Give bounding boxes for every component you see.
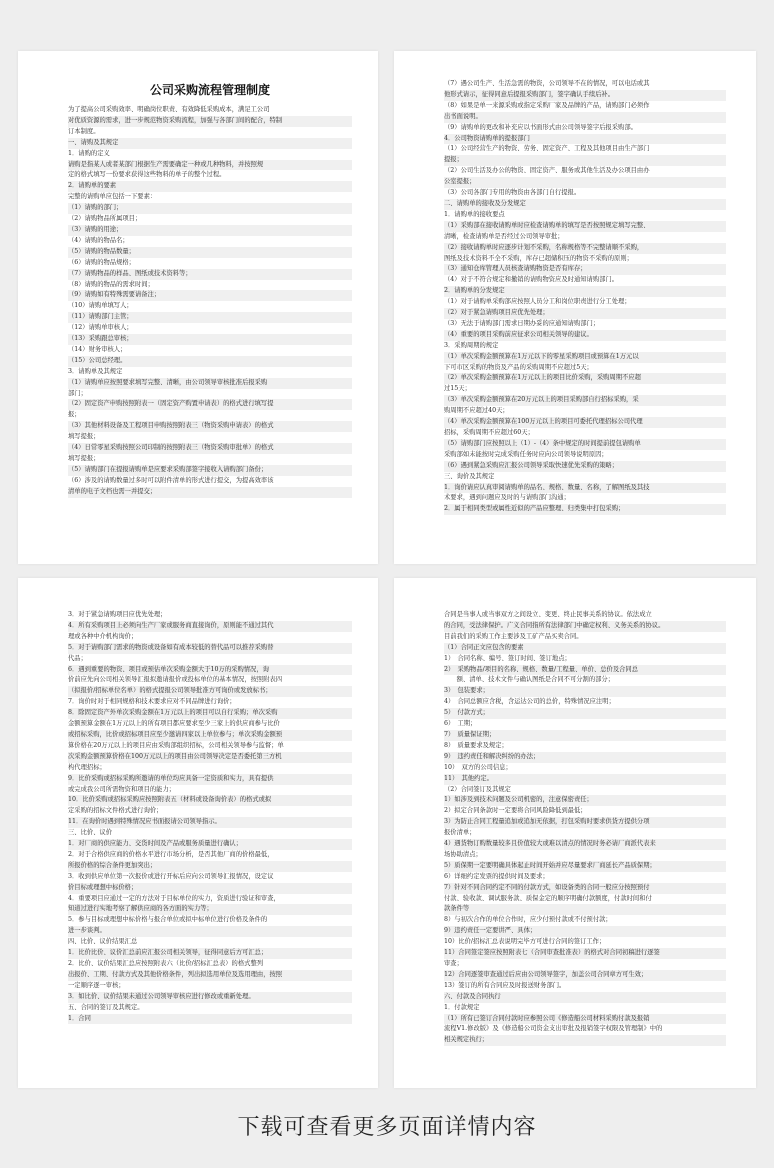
text-line: 次采购金额预算价格在100万元以上的项目由公司领导决定是否委托第三方机 (68, 752, 352, 763)
text-line: （8）如果是单一来源采购或指定采购厂家及品牌的产品，请购部门必须作 (444, 101, 650, 109)
text-line: 额、清单、技术文件与确认图纸是合同不可分割的部分； (444, 676, 615, 684)
text-line: 4） 合同总额应含税，含运达公司的总价，特殊情况应注明； (444, 698, 615, 706)
text-line: （4）重要的项目采购前应征求公司相关领导的建议。 (444, 330, 726, 341)
text-line: （9）请购如有特殊需要请备注； (68, 290, 352, 301)
text-line: 5．对于请购部门需求的物资或设备如有成本较低的替代品可以推荐采购替 (68, 643, 352, 654)
text-line: 1．询价请应认真审阅请购单的品名、规格、数量、名称，了解图纸及其技 (444, 483, 726, 494)
text-line: 提报； (444, 155, 726, 166)
text-line: （4）对于不符合规定和撤销的请购物资应及时通知请购部门。 (444, 276, 619, 284)
text-line: 代品； (68, 654, 87, 662)
text-line: 2．请购单的要素 (68, 181, 352, 192)
text-line: 1） 合同名称、编号、签订时间、签订地点； (444, 654, 571, 662)
text-line: 相关规定执行； (444, 1035, 726, 1046)
text-line: 部门； (68, 389, 87, 397)
text-line: （3）无法于请购部门需求日期办妥的应通知请购部门； (444, 319, 600, 327)
text-line: （1）请购的部门； (68, 203, 352, 214)
text-line: 3） 包装要求； (444, 686, 726, 697)
text-line: 8．除固定资产外单次采购金额在1万元以上的项目可以自行采购；单次采购 (68, 708, 352, 719)
text-line: 8） 质量要求及规定； (444, 741, 508, 749)
text-line: 公室提报； (444, 177, 726, 188)
text-line: 6．遇到重要的物资、项目或预估单次采购金额大于10万的采购情况，询 (68, 665, 352, 676)
text-line: 10） 双方的公司信息； (444, 763, 512, 771)
text-line: 1．合同 (68, 1014, 352, 1025)
text-line: （14）财务审核人； (68, 345, 127, 353)
text-line: 1．付款规定 (444, 1003, 480, 1011)
text-line: 1．请购的定义 (68, 149, 110, 157)
text-line: 图纸及技术资料不全不采购，库存已超储积压的物资不采购的原则； (444, 254, 633, 262)
text-line: 11） 其他约定。 (444, 774, 726, 785)
document-page-2 (394, 51, 756, 564)
text-line: 2．属于相同类型或属性近似的产品应整理、归类集中打包采购； (444, 504, 726, 515)
text-line: 场协助清点； (444, 850, 482, 858)
page-4-text (444, 610, 726, 1046)
text-line: 价目标或理想中标价格； (68, 883, 352, 894)
text-line: （1）请购单应按照要求填写完整、清晰，由公司领导审核批准后报采购 (68, 378, 352, 389)
text-line: 款条件等 (444, 904, 726, 915)
text-line: 1．比价比价、议价汇总前应汇报公司相关领导，征得同意后方可汇总； (68, 948, 352, 959)
text-line: 3）为防止合同工程量追加或追加无依据，打包采购时要求供货方提供分项 (444, 817, 726, 828)
text-line: 定采购的招标文件格式进行询价； (68, 807, 163, 815)
text-line: （7）请购物品的样品、图纸或技术资料等； (68, 269, 352, 280)
text-line: （1）所有已签订合同付款时应参照公司《修造船公司材料采购付款及报销 (444, 1014, 726, 1025)
text-line: 7．询价时对于相同规格和技术要求应对不同品牌进行询价； (68, 698, 236, 706)
text-line: （1）采购部在接收请购单时应检查请购单的填写是否按照规定填写完整、 (444, 221, 726, 232)
text-line: 2） 采购物品/项目的名称、规格、数量/工程量、单价、总价及合同总 (444, 665, 726, 676)
text-line: 6）详细约定发票的提供时间及要求； (444, 872, 549, 880)
text-line: 付款、验收款、调试服务款、质保金定的顺序明确付款额度，付款时间和付 (444, 894, 652, 902)
text-line: 3．请购单及其规定 (68, 367, 123, 375)
text-line: （2）接收请购单时应逐步计划不采购，名称规格等不完整请顺不采购， (444, 243, 726, 254)
text-line: 采购部如未能按时完成采购任务时应向公司领导说明原因； (444, 450, 608, 458)
text-line: 2）拟定合同条款时一定要将合同风险降低到最低； (444, 807, 587, 815)
text-line: 4．重要项目应通过一定的方法对于目标单位的实力，资质进行验证和审查， (68, 894, 280, 902)
text-line: 2．比价、议价结果汇总应按照附表六（比价/招标汇总表）的格式整列 (68, 960, 264, 967)
text-line: （2）请购物品所属项目； (68, 215, 142, 223)
text-line: 请购是指某人或者某部门根据生产需要确定一种或几种物料，并按照规 (68, 160, 352, 171)
text-line: 术要求，遇到问题应及时的与请购部门沟通； (444, 494, 570, 502)
text-line: 三、询价及其规定 (444, 472, 495, 480)
text-line: 五、合同的签订及其规定。 (68, 1003, 144, 1011)
text-line: （2）对于紧急请购项目应优先处理； (444, 308, 726, 319)
text-line: （2）公司生活及办公的物资、固定资产、服务或其他生活及办公项目由办 (444, 167, 650, 175)
text-line: 订本制度。 (68, 127, 100, 135)
text-line: 目前我们的采购工作主要涉及工矿产品买卖合同。 (444, 632, 583, 640)
text-line: 算价格在20万元以上的项目应由采购部组织招标，公司相关领导参与监督；单 (68, 741, 284, 749)
text-line: （3）其他材料设备及工程项目申购按照附表三（物资采购申请表）的格式 (68, 421, 352, 432)
text-line: 报价清单； (444, 829, 476, 837)
document-page-3 (18, 578, 378, 1088)
text-line: 出报价、工期、付款方式及其他价格条件，列出拟选用单位及选用理由，按照 (68, 970, 352, 981)
text-line: 六、付款及合同执行 (444, 992, 726, 1003)
document-page-1 (18, 51, 378, 564)
text-line: 5）质保期一定要明确具体起止时间开始并应尽量要求厂商延长产品质保期； (444, 861, 726, 872)
text-line: 或招标采购，比价或招标项目应至少邀请四家以上单位参与；单次采购金额预 (68, 730, 352, 741)
text-line: 1．对厂商的供应能力、交货时间及产品或服务质量进行确认； (68, 839, 352, 850)
page-1-text (68, 105, 352, 498)
text-line: （7）遇公司生产、生活急需的物资，公司领导不在的情况，可以电话或其 (444, 80, 650, 87)
text-line: （2）单次采购金额预算在1万元以上的项目比价采购，采购周期不应超 (444, 373, 726, 384)
text-line: 2．对于合格供应商的价格水平进行市场分析，是否其他厂商的价格最低， (68, 850, 274, 858)
text-line: （8）请购的物品的需求时间； (68, 280, 154, 288)
text-line: 7）针对不同合同约定不同的付款方式，如设备类的合同一般应分按照预付 (444, 883, 726, 894)
text-line: 7） 质量保证期； (444, 730, 726, 741)
text-line: 购周期不应超过40天； (444, 407, 509, 415)
text-line: 理或各种中介机构询价； (68, 632, 138, 640)
text-line: （15）公司总经理。 (68, 356, 352, 367)
text-line: （3）通知仓库管理人员核查请购物资是否有库存； (444, 264, 726, 275)
text-line: 4．所有采购项目上必须向生产厂家或服务商直接询价，原则能不通过其代 (68, 621, 352, 632)
text-line: 5） 付款方式； (444, 708, 726, 719)
text-line: 他形式请示，征得同意后提报采购部门，签字确认手续后补。 (444, 90, 726, 101)
text-line: 填写提报； (68, 433, 100, 441)
text-line: 清晰，检查请购单是否经过公司领导审批； (444, 232, 564, 240)
text-line: 10）比价/招标汇总表说明完毕方可进行合同的签订工作； (444, 938, 606, 946)
text-line: 12）合同逐签审查通过后应由公司领导签字，加盖公司合同章方可生效； (444, 970, 726, 981)
text-line: 9．比价采购或招标采购所邀请的单位均应具备一定资质和实力，具有提供 (68, 774, 352, 785)
text-line: 报； (68, 411, 81, 419)
text-line: 4）遇货物订购数量较多且价值较大或难以清点的情况时务必请厂商派代表来 (444, 839, 726, 850)
text-line: 金额预算金额在1万元以上的所有项目都应要求至少三家上的供应商参与比价 (68, 720, 280, 728)
text-line: 三、比价、议价 (68, 829, 113, 837)
text-line: （4）请购的物品名； (68, 236, 129, 244)
text-line: 清单的电子文档也需一并提交； (68, 487, 352, 498)
text-line: 或完成我公司所需物资和项目的能力； (68, 785, 176, 793)
text-line: （5）请购的物品数量； (68, 247, 352, 258)
text-line: 价前应先向公司相关领导汇报拟邀请报价或投标单位的基本情况，按照附表四 (68, 676, 283, 684)
text-line: （6）遇到紧急采购应汇报公司领导采取快速优先采购的策略； (444, 461, 726, 472)
text-line: 9）违约责任一定要讲严、具体； (444, 926, 726, 937)
text-line: （4）单次采购金额预算在100万元以上的项目可委托代理招标公司代理 (444, 417, 726, 428)
text-line: （3）单次采购金额预算在20万元以上的项目采购部自行招标采购，采 (444, 395, 726, 406)
text-line: 13）签订的所有合同应及时报送财务部门。 (444, 981, 566, 989)
text-line: （11）请购部门主管； (68, 312, 352, 323)
text-line: （5）请购部门应按照以上（1）-（4）条中规定的时间提前提包请购单 (444, 439, 726, 450)
text-line: 出书面说明。 (444, 112, 726, 123)
text-line: 招标，采购周期不应超过60天； (444, 429, 534, 436)
text-line: 4．公司物资请购单的提报部门 (444, 134, 726, 145)
text-line: 3．收到供应单位第一次报价或进行开标后应向公司领导汇报情况，设定议 (68, 872, 274, 880)
text-line: （12）请购单审核人； (68, 324, 133, 332)
page-3-text (68, 610, 352, 1024)
page-2-text (444, 79, 726, 515)
text-line: 3．如比价、议价结果未通过公司领导审核应进行修改或重新处理。 (68, 992, 352, 1003)
text-line: （5）请购部门在提报请购单是应要求采购部签字接收入请购部门备份； (68, 465, 352, 476)
text-line: （1）对于请购单采购部应按照人员分工和岗位职责进行分工处理； (444, 298, 631, 306)
text-line: 下可市区采购的物资及产品的采购周期不应超过5天； (444, 363, 593, 371)
text-line: 1．请购单的接收要点 (444, 210, 505, 218)
more-pages-caption[interactable]: 下载可查看更多页面详情内容 (237, 1115, 537, 1140)
text-line: 1）如涉及到技术问题及公司机密的，注意保密责任； (444, 795, 726, 806)
text-line: 为了提高公司采购效率、明确岗位职责、有效降低采购成本，满足工公司 (68, 106, 270, 113)
text-line: 知道过进行实地考察了解供应商的各方面的实力等； (68, 904, 352, 915)
text-line: 所报价格的综合条件更加突出； (68, 861, 352, 872)
text-line: 的合同，受法律保护。广义合同指所有法律部门中确定权利、义务关系的协议。 (444, 621, 726, 632)
text-line: （1）合同正文应包含的要素 (444, 643, 726, 654)
document-page-4 (394, 578, 756, 1088)
text-line: 5．参与目标或理想中标价格与报合单位或拟中标单位进行价格及条件的 (68, 916, 268, 924)
text-line: （6）请购的物品规格； (68, 258, 135, 266)
text-line: 对优质资源的需求，进一步规范物资采购流程，加强与各部门间的配合，特制 (68, 116, 352, 127)
text-line: （6）涉及的请购数量过多时可以附件清单的形式进行提交，为提高效率该 (68, 476, 274, 484)
text-line: 8）与初次合作的单位合作时，应少付预付款或不付预付款； (444, 916, 612, 924)
text-line: 流程V1.修改版》及《修造船公司资金支出审批及报销签字权限及管理制》中的 (444, 1025, 663, 1033)
text-line: 合同是当事人或当事双方之间设立、变更、终止民事关系的协议。依法成立 (444, 611, 652, 618)
text-line: 10．比价采购或招标采购应按照附表五（材料或设备询价表）的格式或拟 (68, 795, 352, 806)
document-title: 公司采购流程管理制度 (149, 83, 270, 97)
text-line: （3）公司各部门专用的物资由各部门自行提报。 (444, 189, 581, 197)
text-line: 定的格式填写一份要求获得这些物料的单子的整个过程。 (68, 171, 226, 179)
text-line: （1）单次采购金额预算在1万元以下的零星采购项目或预算在1万元以 (444, 352, 726, 363)
text-line: 完整的请购单应包括一下要素： (68, 193, 157, 201)
text-line: 填写提报； (68, 455, 100, 462)
text-line: 二、请购单的接收及分发规定 (444, 199, 726, 210)
text-line: 进一步谈判。 (68, 926, 352, 937)
text-line: 四、比价、议价结果汇总 (68, 938, 138, 946)
text-line: 过15天； (444, 385, 471, 393)
text-line: 3．采购周期的规定 (444, 341, 499, 349)
text-line: 3．对于紧急请购项目应优先处理； (68, 611, 167, 618)
text-line: 6） 工期； (444, 720, 477, 728)
text-line: 11．在询价时遇到特殊情况应书面报请公司领导指示。 (68, 817, 352, 828)
text-line: （拟报价/招标单位名单）的格式提报公司领导批准方可询价或发放标书； (68, 686, 352, 697)
text-line: 9） 违约责任和解决纠纷的办法； (444, 752, 726, 763)
text-line: 2．请购单的分发规定 (444, 286, 726, 297)
text-line: 11）合同签定签应按照附表七（合同审查批准表）的格式对合同初稿进行逐签 (444, 948, 726, 959)
text-line: 审查； (444, 960, 463, 967)
text-line: 一定顺序逐一审核； (68, 981, 125, 989)
text-line: （13）采购跟总审核； (68, 334, 352, 345)
text-line: 构代理招标； (68, 763, 106, 771)
text-line: （9）请购单的更改和补充应以书面形式由公司领导签字后报采购部。 (444, 123, 637, 131)
text-line: （2）固定资产申购按照附表一（固定资产购置申请表）的格式进行填写提 (68, 399, 352, 410)
text-line: （2）合同签订及其规定 (444, 785, 511, 793)
text-line: （3）请购的用途； (68, 225, 352, 236)
text-line: （10）请购单填写人； (68, 302, 133, 310)
text-line: （1）公司经营生产的物资、劳务、固定资产、工程及其他项目由生产部门 (444, 145, 650, 153)
text-line: 一、请购及其规定 (68, 138, 352, 149)
text-line: （4）日常零星采购按照公司印制的按照附表三（物资采购审批单）的格式 (68, 443, 352, 454)
